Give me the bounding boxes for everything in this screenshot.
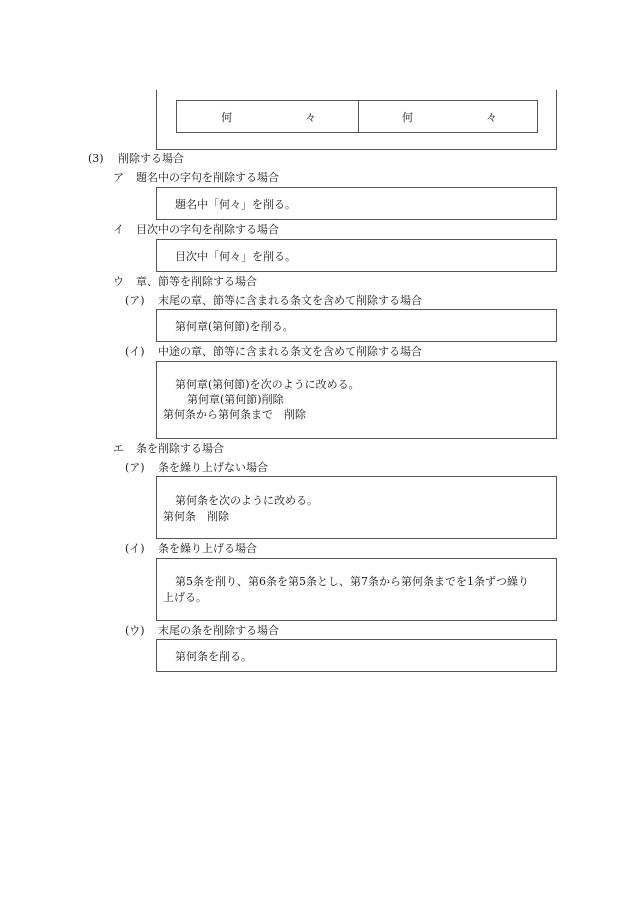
table-text: 々 [305, 111, 316, 124]
example-text: 第何章(第何節)を削る。 [175, 320, 294, 333]
item-mark: ア [113, 171, 124, 184]
example-text: 上げる。 [163, 591, 207, 604]
example-box [156, 187, 557, 220]
item-mark: エ [113, 442, 124, 455]
example-text: 題名中「何々」を削る。 [175, 198, 296, 211]
example-text: 第何条を削る。 [175, 650, 252, 663]
name-table [176, 100, 538, 133]
top-fragment-box [156, 90, 557, 150]
name-table-cell [177, 101, 359, 132]
item-mark: ウ [113, 275, 124, 288]
subitem-heading: 条を繰り上げない場合 [158, 461, 268, 474]
example-box [156, 639, 557, 672]
subitem-heading: 末尾の条を削除する場合 [158, 624, 279, 637]
example-box [156, 558, 557, 621]
example-text: 第何章(第何節)削除 [187, 393, 284, 406]
subitem-mark: (イ) [125, 542, 145, 555]
example-box [156, 309, 557, 342]
item-mark: イ [113, 223, 124, 236]
example-text: 第何条を次のように改める。 [175, 494, 318, 507]
subitem-mark: (ア) [125, 461, 145, 474]
example-text: 第何章(第何節)を次のように改める。 [175, 378, 360, 391]
example-text: 目次中「何々」を削る。 [175, 250, 296, 263]
table-text: 々 [486, 111, 497, 124]
subitem-heading: 条を繰り上げる場合 [158, 542, 257, 555]
item-heading: 章、節等を削除する場合 [136, 275, 257, 288]
subitem-heading: 中途の章、節等に含まれる条文を含めて削除する場合 [158, 345, 422, 358]
example-box [156, 239, 557, 272]
item-heading: 目次中の字句を削除する場合 [136, 223, 279, 236]
example-text: 第5条を削り、第6条を第5条とし、第7条から第何条までを1条ずつ繰り [175, 575, 529, 588]
item-heading: 条を削除する場合 [136, 442, 224, 455]
section-heading: 削除する場合 [118, 152, 184, 165]
subitem-mark: (ア) [125, 294, 145, 307]
example-box [156, 476, 557, 539]
name-table-cell [358, 101, 538, 132]
subitem-mark: (イ) [125, 345, 145, 358]
table-text: 何 [221, 111, 232, 124]
table-text: 何 [402, 111, 413, 124]
subitem-heading: 末尾の章、節等に含まれる条文を含めて削除する場合 [158, 294, 422, 307]
example-text: 第何条から第何条まで 削除 [163, 408, 306, 421]
example-text: 第何条 削除 [163, 510, 229, 523]
item-heading: 題名中の字句を削除する場合 [136, 171, 279, 184]
example-box [156, 361, 557, 439]
subitem-mark: (ウ) [125, 624, 145, 637]
section-number: (3) [88, 152, 104, 165]
